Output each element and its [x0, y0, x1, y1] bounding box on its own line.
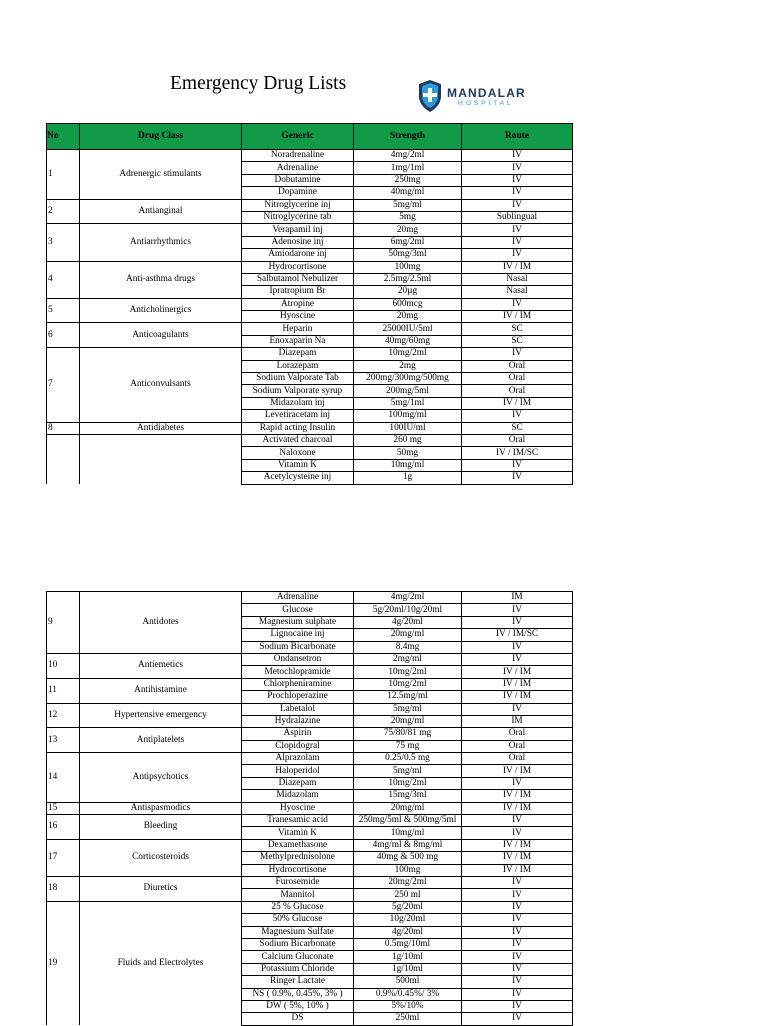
row-number: 16	[47, 815, 80, 840]
strength: 20mg/ml	[354, 629, 462, 641]
strength: 100mg	[354, 261, 462, 273]
row-number: 14	[47, 753, 80, 803]
generic-name: Mannitol	[242, 889, 354, 901]
drug-class: Diuretics	[80, 876, 242, 901]
strength: 10mg/2ml	[354, 348, 462, 360]
drug-class: Anti-asthma drugs	[80, 261, 242, 298]
table-row	[47, 261, 573, 273]
table-row	[47, 753, 573, 765]
generic-name: Sodium Valporate Tab	[242, 373, 354, 385]
route: IV / IM	[462, 311, 573, 323]
drug-class: Antidotes	[80, 592, 242, 654]
row-number: 2	[47, 199, 80, 224]
route: Oral	[462, 373, 573, 385]
generic-name: Atropine	[242, 298, 354, 310]
route: IV / IM	[462, 261, 573, 273]
generic-name: Aspirin	[242, 728, 354, 740]
generic-name: Naloxone	[242, 447, 354, 459]
row-number: 3	[47, 224, 80, 261]
route: IM	[462, 592, 573, 604]
generic-name: Vitamin K	[242, 459, 354, 471]
table-row	[47, 703, 573, 715]
drug-class: Fluids and Electrolytes	[80, 901, 242, 1025]
row-number: 9	[47, 592, 80, 654]
route: SC	[462, 323, 573, 335]
generic-name: Haloperidol	[242, 765, 354, 777]
route: SC	[462, 335, 573, 347]
route: IV	[462, 174, 573, 186]
generic-name: Adrenaline	[242, 592, 354, 604]
row-number: 13	[47, 728, 80, 753]
column-header-no: No	[47, 124, 80, 150]
strength: 20mg	[354, 224, 462, 236]
generic-name: Ringer Lactate	[242, 976, 354, 988]
route: IV	[462, 298, 573, 310]
generic-name: Methylprednisolone	[242, 852, 354, 864]
route: IV	[462, 1000, 573, 1012]
column-header-route: Route	[462, 124, 573, 150]
route: IV / IM/SC	[462, 447, 573, 459]
table-row	[47, 323, 573, 335]
column-header-generic: Generic	[242, 124, 354, 150]
generic-name: Hyoscine	[242, 311, 354, 323]
page-title: Emergency Drug Lists	[170, 73, 347, 94]
route: Oral	[462, 740, 573, 752]
generic-name: Verapamil inj	[242, 224, 354, 236]
row-number: 18	[47, 876, 80, 901]
strength: 4g/20ml	[354, 926, 462, 938]
generic-name: Hyoscine	[242, 802, 354, 814]
generic-name: Dexamethasone	[242, 839, 354, 851]
strength: 4mg/2ml	[354, 150, 462, 162]
generic-name: DS	[242, 1013, 354, 1025]
generic-name: Lorazepam	[242, 360, 354, 372]
generic-name: 50% Glucose	[242, 914, 354, 926]
drug-table-page-2	[46, 591, 573, 1026]
drug-class: Anticonvulsants	[80, 348, 242, 422]
route: Oral	[462, 360, 573, 372]
row-number: 7	[47, 348, 80, 422]
strength: 0.25/0.5 mg	[354, 753, 462, 765]
column-header-drug-class: Drug Class	[80, 124, 242, 150]
logo-subtitle: HOSPITAL	[458, 100, 514, 107]
generic-name: Noradrenaline	[242, 150, 354, 162]
route: IV	[462, 199, 573, 211]
generic-name: Magnesium Sulfate	[242, 926, 354, 938]
row-number	[47, 434, 80, 484]
strength: 20mg	[354, 311, 462, 323]
strength: 5g/20ml	[354, 901, 462, 913]
generic-name: Adenosine inj	[242, 236, 354, 248]
generic-name: Acetylcysteine inj	[242, 472, 354, 484]
strength: 5mg/ml	[354, 199, 462, 211]
strength: 5%/10%	[354, 1000, 462, 1012]
route: IV	[462, 459, 573, 471]
generic-name: Activated charcoal	[242, 434, 354, 446]
generic-name: DW ( 5%, 10% )	[242, 1000, 354, 1012]
route: IV	[462, 616, 573, 628]
route: Oral	[462, 434, 573, 446]
strength: 260 mg	[354, 434, 462, 446]
strength: 2mg	[354, 360, 462, 372]
strength: 0.5mg/10ml	[354, 938, 462, 950]
route: IV	[462, 976, 573, 988]
generic-name: Sodium Bicarbonate	[242, 938, 354, 950]
strength: 20mg/ml	[354, 715, 462, 727]
strength: 5mg/ml	[354, 765, 462, 777]
generic-name: Labetalol	[242, 703, 354, 715]
generic-name: Potassium Chloride	[242, 963, 354, 975]
route: IV / IM	[462, 691, 573, 703]
drug-class: Antispasmodics	[80, 802, 242, 814]
strength: 2.5mg/2.5ml	[354, 273, 462, 285]
generic-name: Magnesium sulphate	[242, 616, 354, 628]
route: IV	[462, 703, 573, 715]
generic-name: Diazepam	[242, 348, 354, 360]
table-row	[47, 422, 573, 434]
strength: 50mg	[354, 447, 462, 459]
generic-name: Glucose	[242, 604, 354, 616]
generic-name: Salbutamol Nebulizer	[242, 273, 354, 285]
route: IV	[462, 951, 573, 963]
route: IV / IM	[462, 790, 573, 802]
generic-name: Ipratropium Br	[242, 286, 354, 298]
generic-name: Nitroglycerine tab	[242, 211, 354, 223]
strength: 75 mg	[354, 740, 462, 752]
route: IV	[462, 815, 573, 827]
drug-class	[80, 434, 242, 484]
table-row	[47, 839, 573, 851]
row-number: 17	[47, 839, 80, 876]
table-row	[47, 224, 573, 236]
route: Sublingual	[462, 211, 573, 223]
row-number: 11	[47, 678, 80, 703]
route: IV	[462, 988, 573, 1000]
drug-table-page-1	[46, 123, 573, 485]
strength: 100mg	[354, 864, 462, 876]
route: IV / IM	[462, 802, 573, 814]
strength: 20mg/2ml	[354, 876, 462, 888]
generic-name: Sodium Valporate syrup	[242, 385, 354, 397]
route: IV	[462, 348, 573, 360]
table-row	[47, 298, 573, 310]
generic-name: Calcium Gluconate	[242, 951, 354, 963]
route: IV	[462, 472, 573, 484]
route: IV	[462, 653, 573, 665]
drug-class: Antiplatelets	[80, 728, 242, 753]
table-row	[47, 348, 573, 360]
drug-class: Antidiabetes	[80, 422, 242, 434]
row-number: 19	[47, 901, 80, 1025]
strength: 250mg/5ml & 500mg/5ml	[354, 815, 462, 827]
strength: 5mg/1ml	[354, 397, 462, 409]
strength: 5mg/ml	[354, 703, 462, 715]
strength: 2mg/ml	[354, 653, 462, 665]
route: IV / IM/SC	[462, 629, 573, 641]
generic-name: Hydrocortisone	[242, 261, 354, 273]
table-row	[47, 653, 573, 665]
strength: 10mg/ml	[354, 827, 462, 839]
table-row	[47, 150, 573, 162]
strength: 250 ml	[354, 889, 462, 901]
generic-name: Diazepam	[242, 777, 354, 789]
generic-name: Hydralazine	[242, 715, 354, 727]
strength: 100mg/ml	[354, 410, 462, 422]
table-row	[47, 802, 573, 814]
generic-name: Sodium Bicarbonate	[242, 641, 354, 653]
strength: 10mg/2ml	[354, 666, 462, 678]
strength: 10mg/ml	[354, 459, 462, 471]
drug-class: Antianginal	[80, 199, 242, 224]
generic-name: Lignocaine inj	[242, 629, 354, 641]
route: IV	[462, 914, 573, 926]
generic-name: Dobutamine	[242, 174, 354, 186]
route: IV	[462, 641, 573, 653]
route: IV	[462, 1013, 573, 1025]
table-row	[47, 434, 573, 446]
drug-class: Adrenergic stimulants	[80, 150, 242, 200]
route: IV	[462, 604, 573, 616]
strength: 1g	[354, 472, 462, 484]
route: Oral	[462, 728, 573, 740]
strength: 25000IU/5ml	[354, 323, 462, 335]
strength: 6mg/2ml	[354, 236, 462, 248]
table-row	[47, 199, 573, 211]
strength: 10mg/2ml	[354, 777, 462, 789]
generic-name: Chlorpheniramine	[242, 678, 354, 690]
strength: 10mg/2ml	[354, 678, 462, 690]
row-number: 15	[47, 802, 80, 814]
route: IV	[462, 249, 573, 261]
table-row	[47, 815, 573, 827]
route: IV	[462, 150, 573, 162]
route: IV / IM	[462, 864, 573, 876]
route: IV	[462, 938, 573, 950]
generic-name: Alprazolam	[242, 753, 354, 765]
strength: 40mg/60mg	[354, 335, 462, 347]
generic-name: Enoxaparin Na	[242, 335, 354, 347]
generic-name: Furosemide	[242, 876, 354, 888]
generic-name: Ondansetron	[242, 653, 354, 665]
route: IV	[462, 963, 573, 975]
strength: 5g/20ml/10g/20ml	[354, 604, 462, 616]
table-row	[47, 592, 573, 604]
table-row	[47, 901, 573, 913]
row-number: 6	[47, 323, 80, 348]
strength: 75/80/81 mg	[354, 728, 462, 740]
generic-name: Dopamine	[242, 187, 354, 199]
table-header-row	[47, 124, 573, 150]
route: IV / IM	[462, 765, 573, 777]
drug-class: Anticoagulants	[80, 323, 242, 348]
strength: 1mg/1ml	[354, 162, 462, 174]
generic-name: Heparin	[242, 323, 354, 335]
strength: 20mg/ml	[354, 802, 462, 814]
route: IV	[462, 889, 573, 901]
generic-name: Rapid acting Insulin	[242, 422, 354, 434]
route: IV / IM	[462, 666, 573, 678]
route: IV	[462, 187, 573, 199]
strength: 200mg/300mg/500mg	[354, 373, 462, 385]
row-number: 1	[47, 150, 80, 200]
row-number: 10	[47, 653, 80, 678]
route: IV	[462, 901, 573, 913]
strength: 4mg/2ml	[354, 592, 462, 604]
route: IV / IM	[462, 852, 573, 864]
generic-name: Midazolam inj	[242, 397, 354, 409]
strength: 1g/10ml	[354, 963, 462, 975]
route: Oral	[462, 753, 573, 765]
generic-name: Clopidogral	[242, 740, 354, 752]
route: IM	[462, 715, 573, 727]
generic-name: Midazolam	[242, 790, 354, 802]
table-row	[47, 876, 573, 888]
strength: 600mcg	[354, 298, 462, 310]
generic-name: Hydrocortisone	[242, 864, 354, 876]
strength: 40mg & 500 mg	[354, 852, 462, 864]
route: IV	[462, 224, 573, 236]
strength: 4mg/ml & 8mg/ml	[354, 839, 462, 851]
row-number: 5	[47, 298, 80, 323]
generic-name: Metochlopramide	[242, 666, 354, 678]
hospital-logo	[414, 79, 534, 119]
generic-name: Vitamin K	[242, 827, 354, 839]
route: IV	[462, 827, 573, 839]
strength: 20µg	[354, 286, 462, 298]
route: Nasal	[462, 273, 573, 285]
route: IV	[462, 162, 573, 174]
route: IV	[462, 410, 573, 422]
strength: 10g/20ml	[354, 914, 462, 926]
generic-name: Nitroglycerine inj	[242, 199, 354, 211]
column-header-strength: Strength	[354, 124, 462, 150]
strength: 500ml	[354, 976, 462, 988]
strength: 4g/20ml	[354, 616, 462, 628]
drug-class: Anticholinergics	[80, 298, 242, 323]
generic-name: Levetiracetam inj	[242, 410, 354, 422]
route: IV / IM	[462, 397, 573, 409]
route: IV	[462, 777, 573, 789]
hospital-shield-icon	[417, 79, 443, 113]
row-number: 4	[47, 261, 80, 298]
strength: 0.9%/0.45%/ 3%	[354, 988, 462, 1000]
route: SC	[462, 422, 573, 434]
drug-class: Corticosteroids	[80, 839, 242, 876]
strength: 5mg	[354, 211, 462, 223]
strength: 12.5mg/ml	[354, 691, 462, 703]
generic-name: Prochloperazine	[242, 691, 354, 703]
strength: 50mg/3ml	[354, 249, 462, 261]
strength: 250mg	[354, 174, 462, 186]
route: IV / IM	[462, 678, 573, 690]
drug-class: Bleeding	[80, 815, 242, 840]
drug-class: Antipsychotics	[80, 753, 242, 803]
strength: 1g/10ml	[354, 951, 462, 963]
table-row	[47, 678, 573, 690]
strength: 250ml	[354, 1013, 462, 1025]
strength: 8.4mg	[354, 641, 462, 653]
drug-class: Antiarrhythmics	[80, 224, 242, 261]
strength: 40mg/ml	[354, 187, 462, 199]
route: Nasal	[462, 286, 573, 298]
strength: 100IU/ml	[354, 422, 462, 434]
route: IV / IM	[462, 839, 573, 851]
drug-class: Hypertensive emergency	[80, 703, 242, 728]
table-row	[47, 728, 573, 740]
route: IV	[462, 876, 573, 888]
generic-name: Amiodarone inj	[242, 249, 354, 261]
drug-class: Antihistamine	[80, 678, 242, 703]
generic-name: NS ( 0.9%, 0.45%, 3% )	[242, 988, 354, 1000]
row-number: 12	[47, 703, 80, 728]
generic-name: Tranesamic acid	[242, 815, 354, 827]
route: IV	[462, 926, 573, 938]
route: IV	[462, 236, 573, 248]
drug-class: Antiemetics	[80, 653, 242, 678]
generic-name: 25 % Glucose	[242, 901, 354, 913]
strength: 15mg/3ml	[354, 790, 462, 802]
generic-name: Adrenaline	[242, 162, 354, 174]
row-number: 8	[47, 422, 80, 434]
route: Oral	[462, 385, 573, 397]
strength: 200mg/5ml	[354, 385, 462, 397]
logo-name: MANDALAR	[447, 86, 526, 100]
